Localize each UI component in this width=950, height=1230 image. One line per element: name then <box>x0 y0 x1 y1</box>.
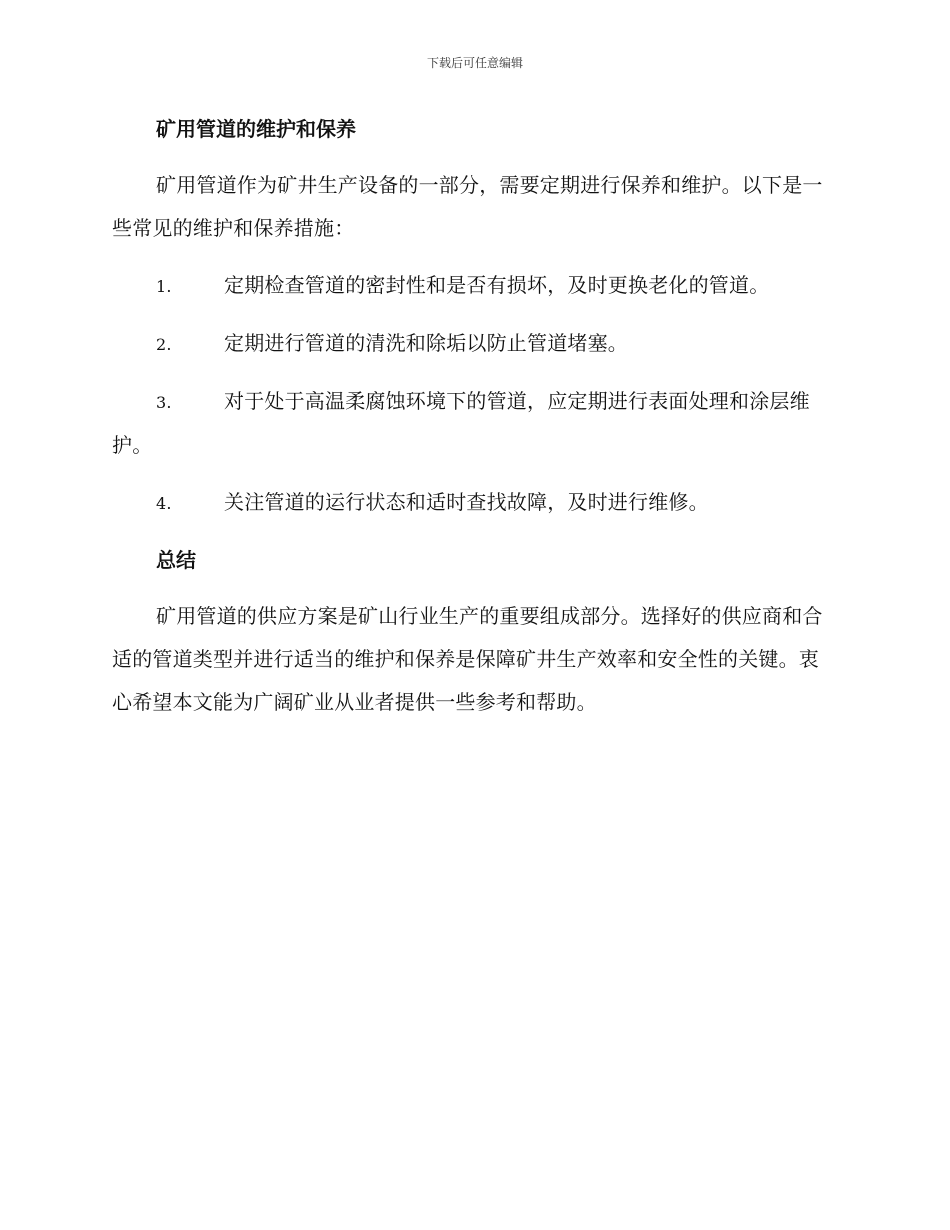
list-item-text: 定期进行管道的清洗和除垢以防止管道堵塞。 <box>224 331 628 355</box>
section-heading-maintenance: 矿用管道的维护和保养 <box>156 117 356 141</box>
list-item <box>112 481 836 525</box>
list-item <box>112 322 836 366</box>
list-item-text: 定期检查管道的密封性和是否有损坏，及时更换老化的管道。 <box>224 273 770 297</box>
section-heading-summary: 总结 <box>156 548 196 572</box>
maintenance-intro-paragraph: 矿用管道作为矿井生产设备的一部分，需要定期进行保养和维护。以下是一些常见的维护和保养措施： <box>112 173 823 240</box>
list-item <box>112 264 836 308</box>
maintenance-list <box>112 264 836 525</box>
list-item-text: 对于处于高温柔腐蚀环境下的管道，应定期进行表面处理和涂层维护。 <box>112 389 810 457</box>
page-header-note: 下载后可任意编辑 <box>426 56 523 70</box>
list-item-number: 3. <box>156 393 172 412</box>
document-body <box>112 108 836 724</box>
list-item-number: 1. <box>156 277 172 296</box>
list-item-text: 关注管道的运行状态和适时查找故障，及时进行维修。 <box>224 490 709 514</box>
list-item <box>112 380 836 467</box>
list-item-number: 4. <box>156 494 172 513</box>
summary-paragraph: 矿用管道的供应方案是矿山行业生产的重要组成部分。选择好的供应商和合适的管道类型并进行适当的维护和保养是保障矿井生产效率和安全性的关键。衷心希望本文能为广阔矿业从业者提供一些参考和帮助。 <box>112 604 823 714</box>
list-item-number: 2. <box>156 335 172 354</box>
